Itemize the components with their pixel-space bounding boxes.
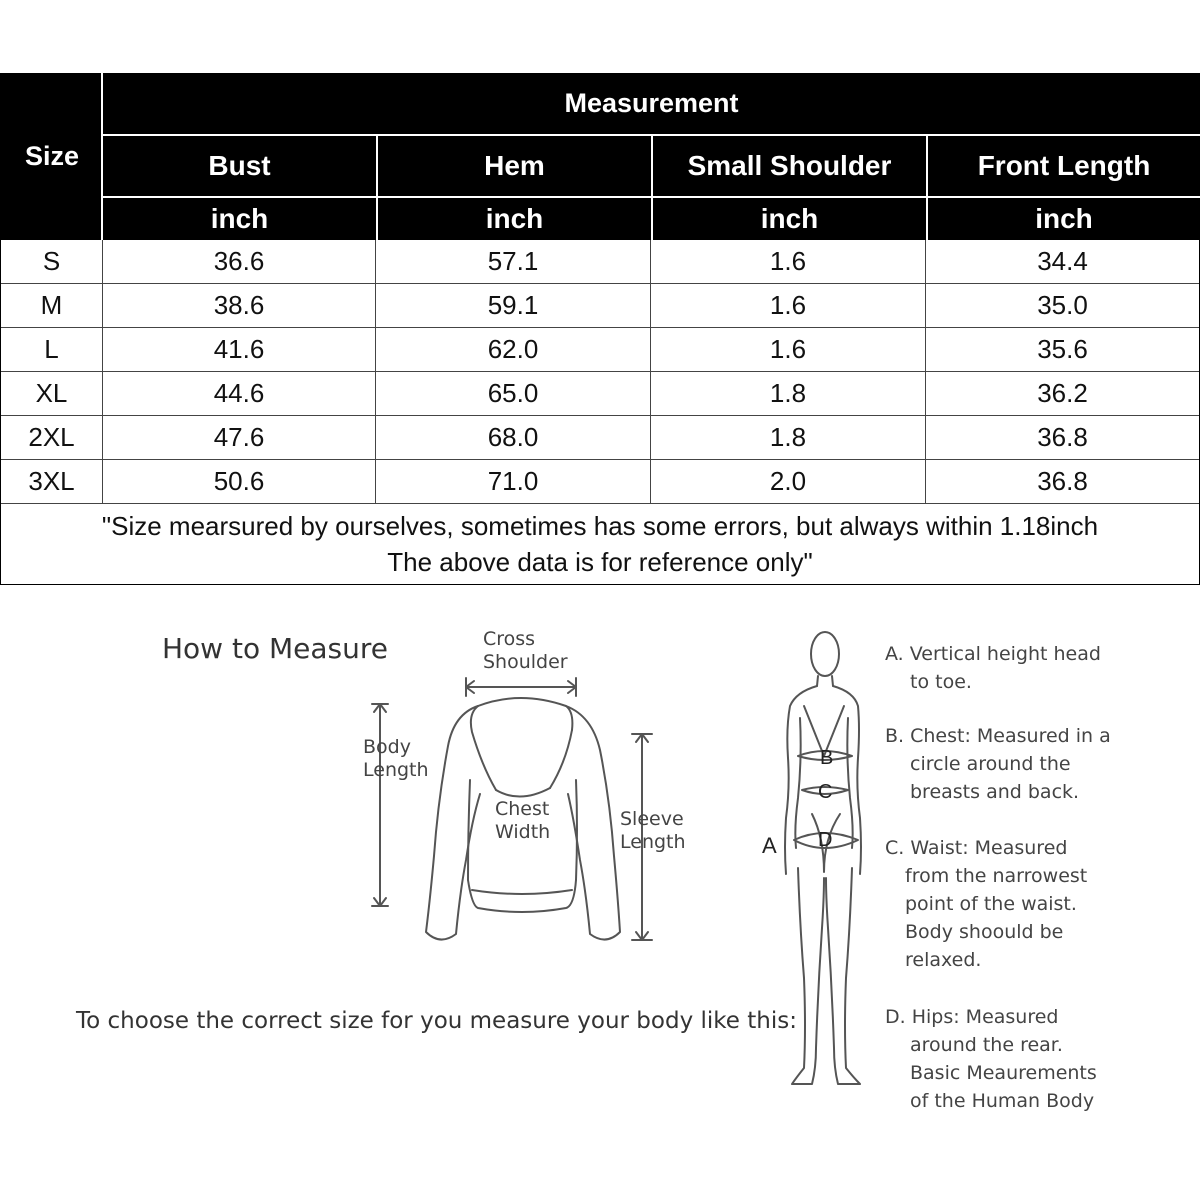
body-figure-diagram	[760, 628, 870, 1090]
hem-cell: 71.0	[376, 460, 651, 503]
unit-header: inch	[926, 198, 1200, 240]
front-length-cell: 36.8	[1037, 422, 1088, 452]
size-cell: S	[1, 240, 103, 283]
hem-cell: 68.0	[376, 416, 651, 459]
column-header-hem: Hem	[376, 136, 651, 196]
note-line: C. Waist: Measured	[885, 837, 1068, 859]
front-length-cell: 35.0	[1037, 290, 1088, 320]
hem-cell: 62.0	[376, 328, 651, 371]
column-header-row	[103, 136, 1200, 196]
note-line: circle around the	[910, 753, 1071, 775]
bust-cell: 36.6	[103, 240, 376, 283]
hem-cell: 59.1	[376, 284, 651, 327]
note-a	[885, 640, 1101, 696]
guide-title: How to Measure	[162, 632, 388, 665]
unit-header-row	[103, 198, 1200, 240]
front-length-cell: 35.6	[1037, 334, 1088, 364]
small-shoulder-cell: 1.6	[651, 328, 926, 371]
label-line: Sleeve	[620, 808, 684, 830]
small-shoulder-cell: 1.8	[651, 372, 926, 415]
figure-label-c: C	[818, 781, 833, 803]
note-line: A. Vertical height head	[885, 643, 1101, 665]
size-header: Size	[0, 73, 101, 240]
bust-cell: 38.6	[103, 284, 376, 327]
note-line: breasts and back.	[910, 781, 1080, 803]
note-line: D. Hips: Measured	[885, 1006, 1059, 1028]
bust-cell: 41.6	[103, 328, 376, 371]
note-line: relaxed.	[905, 949, 982, 971]
note-b	[885, 722, 1111, 806]
label-line: Length	[620, 831, 686, 853]
unit-header: inch	[651, 198, 926, 240]
bust-cell: 50.6	[103, 460, 376, 503]
front-length-cell: 36.8	[1037, 466, 1088, 496]
note-c	[885, 834, 1087, 974]
table-row	[1, 284, 1199, 328]
size-cell: 3XL	[1, 460, 103, 503]
column-header-small-shoulder: Small Shoulder	[651, 136, 926, 196]
bust-cell: 47.6	[103, 416, 376, 459]
note-line: of the Human Body	[910, 1090, 1095, 1112]
note-line: around the rear.	[910, 1034, 1063, 1056]
disclaimer-line: The above data is for reference only"	[387, 547, 813, 577]
cross-shoulder-label	[483, 628, 568, 674]
front-length-cell: 34.4	[1037, 246, 1088, 276]
note-line: point of the waist.	[905, 893, 1077, 915]
label-line: Chest	[495, 798, 550, 820]
table-row	[1, 460, 1199, 504]
bust-cell: 44.6	[103, 372, 376, 415]
note-d	[885, 1003, 1097, 1115]
size-cell: L	[1, 328, 103, 371]
size-cell: XL	[1, 372, 103, 415]
size-cell: 2XL	[1, 416, 103, 459]
size-cell: M	[1, 284, 103, 327]
column-header-bust: Bust	[103, 136, 376, 196]
body-length-arrow	[372, 704, 388, 906]
cross-shoulder-arrow	[466, 678, 576, 696]
unit-header: inch	[103, 198, 376, 240]
table-row	[1, 240, 1199, 284]
measurement-header: Measurement	[103, 73, 1200, 134]
note-line: Basic Meaurements	[910, 1062, 1097, 1084]
note-line: B. Chest: Measured in a	[885, 725, 1111, 747]
measure-instruction: To choose the correct size for you measure your body like this:	[76, 1008, 797, 1034]
note-line: to toe.	[910, 671, 972, 693]
column-header-front-length: Front Length	[926, 136, 1200, 196]
sleeve-length-label	[620, 808, 686, 854]
front-length-cell: 36.2	[1037, 378, 1088, 408]
figure-label-a: A	[762, 833, 777, 858]
body-length-label	[363, 736, 429, 782]
hem-cell: 57.1	[376, 240, 651, 283]
label-line: Cross	[483, 628, 536, 650]
label-line: Width	[495, 821, 551, 843]
label-line: Shoulder	[483, 651, 568, 673]
measurement-disclaimer	[1, 504, 1199, 585]
disclaimer-line: "Size mearsured by ourselves, sometimes has some errors, but always within 1.18inch	[101, 511, 1099, 541]
figure-label-d: D	[818, 829, 833, 851]
unit-header: inch	[376, 198, 651, 240]
note-line: Body shoould be	[905, 921, 1064, 943]
hem-cell: 65.0	[376, 372, 651, 415]
small-shoulder-cell: 1.8	[651, 416, 926, 459]
label-line: Length	[363, 759, 429, 781]
figure-label-b: B	[820, 747, 834, 769]
note-line: from the narrowest	[905, 865, 1088, 887]
table-body	[0, 240, 1200, 585]
small-shoulder-cell: 2.0	[651, 460, 926, 503]
small-shoulder-cell: 1.6	[651, 240, 926, 283]
table-row	[1, 372, 1199, 416]
table-row	[1, 416, 1199, 460]
table-row	[1, 328, 1199, 372]
label-line: Body	[363, 736, 411, 758]
small-shoulder-cell: 1.6	[651, 284, 926, 327]
chest-width-label	[495, 798, 550, 844]
